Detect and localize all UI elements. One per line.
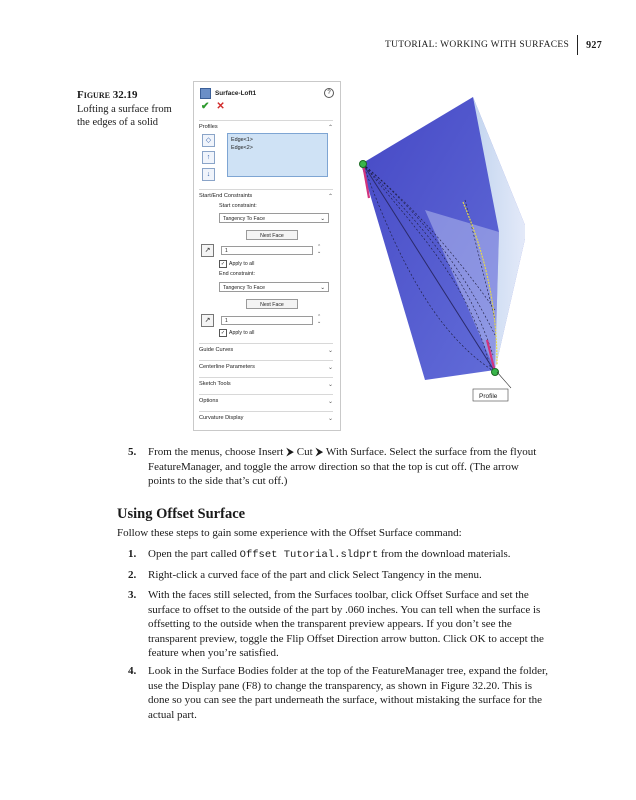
- expand-caret-icon: ⌄: [327, 415, 333, 422]
- header-title: TUTORIAL: WORKING WITH SURFACES: [385, 40, 570, 50]
- apply-to-all-checkbox[interactable]: [219, 260, 254, 268]
- profiles-list[interactable]: [227, 133, 328, 177]
- step-3-text: [148, 588, 598, 661]
- move-down-icon[interactable]: ↓: [202, 168, 215, 181]
- apply-to-all-label: Apply to all: [229, 261, 255, 267]
- section-label: Sketch Tools: [199, 381, 231, 387]
- page-number: 927: [586, 39, 602, 51]
- end-constraint-value: Tangency To Face: [223, 285, 266, 291]
- profile-item[interactable]: Edge<1>: [231, 137, 253, 143]
- start-tangent-length-row: [201, 244, 331, 256]
- start-end-header-label: Start/End Constraints: [199, 193, 253, 199]
- figure-caption: [77, 89, 187, 129]
- section-heading: Using Offset Surface: [117, 506, 246, 522]
- expand-caret-icon: ⌄: [327, 347, 333, 354]
- profile-label: Profile: [479, 393, 498, 400]
- step-number: 1.: [128, 548, 137, 560]
- chevron-down-icon: ⌄: [320, 285, 325, 291]
- next-face-button[interactable]: Next Face: [246, 299, 298, 309]
- profiles-header-label: Profiles: [199, 124, 218, 130]
- checkbox-icon: ✓: [220, 261, 226, 267]
- step-text: Open the part called: [148, 548, 240, 560]
- centerline-parameters-header[interactable]: [199, 360, 333, 372]
- start-constraint-value: Tangency To Face: [223, 216, 266, 222]
- profile-leader: [497, 372, 511, 388]
- file-name: Offset Tutorial.sldprt: [239, 549, 379, 561]
- figure-label: Figure 32.19: [77, 89, 138, 101]
- curvature-display-header[interactable]: [199, 411, 333, 423]
- panel-title-bar: [200, 87, 334, 99]
- step-1-text: [148, 547, 598, 563]
- step-line: done so you can see the part underneath the surface, without mistaking the surface for the: [148, 694, 543, 706]
- profile-buttons: [202, 134, 215, 181]
- start-handle: [360, 161, 367, 168]
- surface-loft-icon: [200, 88, 211, 99]
- chevron-down-icon: ⌄: [320, 216, 325, 222]
- section-label: Centerline Parameters: [199, 364, 255, 370]
- step-line: points to the side that’s cut off.): [148, 475, 288, 487]
- end-tangent-length-input[interactable]: 1: [221, 316, 313, 325]
- help-icon[interactable]: ?: [324, 88, 334, 98]
- intro-text: Follow these steps to gain some experience with the Offset Surface command:: [117, 527, 462, 539]
- step-text: from the download materials.: [378, 548, 511, 560]
- spinner-icon[interactable]: ⌃ ⌄: [317, 244, 322, 255]
- step-number: 3.: [128, 589, 137, 601]
- expand-caret-icon: ⌄: [327, 364, 333, 371]
- checkbox-icon: ✓: [220, 330, 226, 336]
- end-constraint-label: End constraint:: [219, 271, 255, 277]
- step-line: actual part.: [148, 708, 197, 721]
- step-line: transparent preview, toggle the Flip Offset Direction arrow button. Click OK to accept the: [148, 632, 544, 645]
- end-constraint-select[interactable]: [219, 282, 329, 292]
- reverse-direction-icon[interactable]: ↗: [201, 314, 214, 327]
- expand-caret-icon: ⌄: [327, 381, 333, 388]
- options-header[interactable]: [199, 394, 333, 406]
- ok-button[interactable]: ✔: [201, 101, 210, 112]
- step-line: use the Display pane (F8) to change the transparency, as shown in Figure 32.20. This is: [148, 679, 533, 692]
- sketch-tools-header[interactable]: [199, 377, 333, 389]
- lofted-surface-graphic: [345, 80, 525, 410]
- profile-select-icon[interactable]: ◇: [202, 134, 215, 147]
- surface-loft-property-manager: [193, 81, 341, 431]
- start-constraint-select[interactable]: [219, 213, 329, 223]
- step-line: Look in the Surface Bodies folder at the top of the FeatureManager tree, expand the folder,: [148, 665, 548, 677]
- step-number: 2.: [128, 569, 137, 581]
- panel-title: Surface-Loft1: [215, 89, 257, 97]
- step-line: FeatureManager, and toggle the arrow direction so that the top is cut off. (The arrow: [148, 460, 519, 473]
- section-label: Curvature Display: [199, 415, 244, 421]
- apply-to-all-label: Apply to all: [229, 330, 255, 336]
- step-line: surface to offset to the outside of the part by .060 inches. You can tell when the surface is: [148, 603, 541, 616]
- step-line: feature when you’re satisfied.: [148, 647, 279, 659]
- step-number: 4.: [128, 665, 137, 677]
- section-label: Options: [199, 398, 219, 404]
- step-line: offsetting to the outside when the transparent preview appears. If you don’t see the: [148, 618, 512, 630]
- spinner-icon[interactable]: ⌃ ⌄: [317, 314, 322, 325]
- next-face-button[interactable]: Next Face: [246, 230, 298, 240]
- step-5-text: [148, 445, 598, 489]
- start-constraint-label: Start constraint:: [219, 203, 257, 209]
- expand-caret-icon: ⌄: [327, 398, 333, 405]
- step-4-text: [148, 664, 598, 722]
- reverse-direction-icon[interactable]: ↗: [201, 244, 214, 257]
- guide-curves-header[interactable]: [199, 343, 333, 355]
- profiles-section-header[interactable]: [199, 120, 333, 132]
- end-handle: [492, 369, 499, 376]
- collapse-caret-icon: ⌃: [327, 124, 333, 131]
- running-header: [385, 36, 602, 54]
- header-divider: [577, 35, 578, 55]
- end-tangent-length-row: [201, 314, 331, 326]
- figure-caption-text: Lofting a surface from the edges of a solid: [77, 104, 172, 128]
- cancel-button[interactable]: ✕: [216, 101, 225, 112]
- profile-item[interactable]: Edge<2>: [231, 145, 253, 151]
- section-label: Guide Curves: [199, 347, 234, 353]
- panel-actions: [201, 102, 225, 112]
- start-end-constraints-header[interactable]: [199, 189, 333, 201]
- step-line: With the faces still selected, from the Surfaces toolbar, click Offset Surface and set the: [148, 589, 529, 601]
- start-tangent-length-input[interactable]: 1: [221, 246, 313, 255]
- collapse-caret-icon: ⌃: [327, 193, 333, 200]
- step-line: From the menus, choose Insert ⮞ Cut ⮞ With Surface. Select the surface from the flyout: [148, 446, 537, 458]
- apply-to-all-checkbox[interactable]: [219, 329, 254, 337]
- step-number: 5.: [128, 446, 137, 458]
- move-up-icon[interactable]: ↑: [202, 151, 215, 164]
- step-2-text: Right-click a curved face of the part and click Select Tangency in the menu.: [148, 569, 482, 581]
